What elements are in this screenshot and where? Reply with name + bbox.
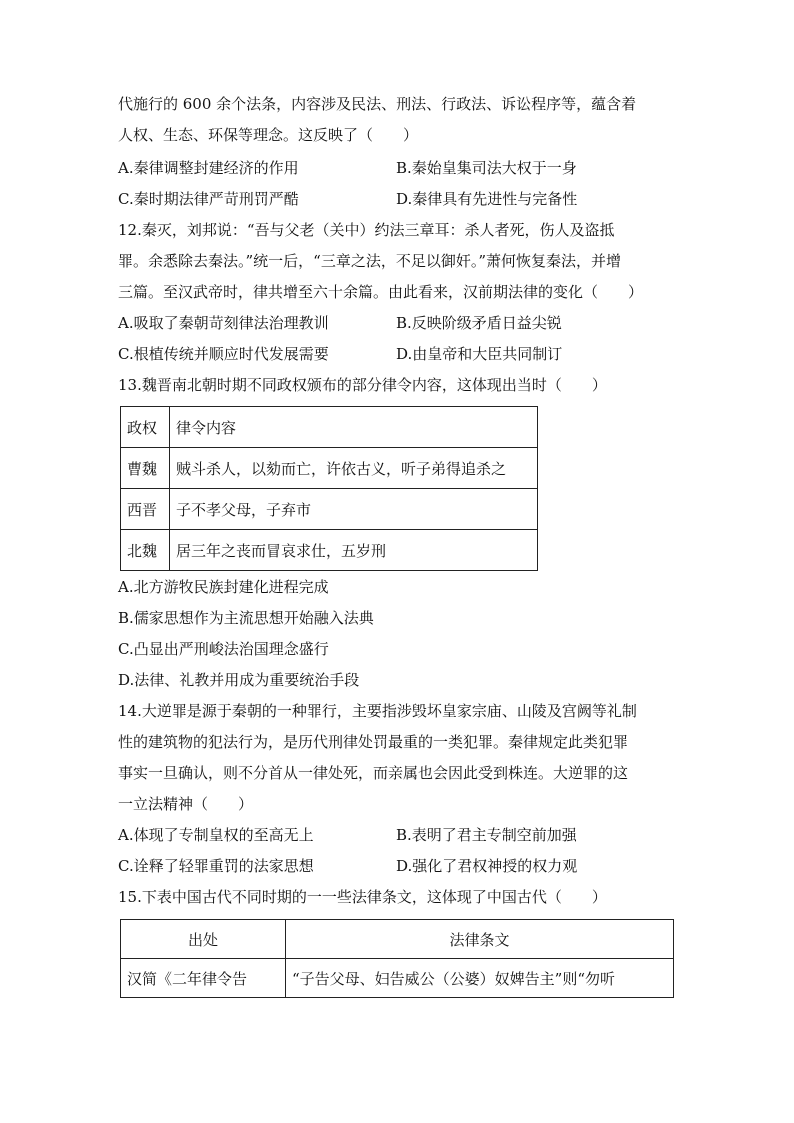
table-header-cell: 出处 <box>121 920 286 959</box>
table-cell: 北魏 <box>121 530 170 571</box>
table-row <box>121 959 674 998</box>
q12-option-c: C.根植传统并顺应时代发展需要 <box>118 345 329 363</box>
q11-text-line-2: 人权、生态、环保等理念。这反映了（ ） <box>118 126 419 144</box>
table-cell: 贼斗杀人，以劾而亡，许依古义，听子弟得追杀之 <box>170 448 538 489</box>
q12-option-a: A.吸取了秦朝苛刻律法治理教训 <box>118 314 329 332</box>
q11-option-d: D.秦律具有先进性与完备性 <box>396 190 578 208</box>
q12-option-b: B.反映阶级矛盾日益尖锐 <box>396 314 562 332</box>
q14-text-line-4: 一立法精神（ ） <box>118 795 254 813</box>
table-row <box>121 489 538 530</box>
q14-option-a: A.体现了专制皇权的至高无上 <box>118 826 314 844</box>
q13-option-a: A.北方游牧民族封建化进程完成 <box>118 578 329 596</box>
table-header-cell: 法律条文 <box>286 920 674 959</box>
q13-table <box>120 406 538 571</box>
q14-option-d: D.强化了君权神授的权力观 <box>396 857 578 875</box>
table-row <box>121 407 538 448</box>
q11-option-a: A.秦律调整封建经济的作用 <box>118 159 299 177</box>
table-row <box>121 530 538 571</box>
table-cell: 曹魏 <box>121 448 170 489</box>
table-cell: 西晋 <box>121 489 170 530</box>
q14-text-line-3: 事实一旦确认，则不分首从一律处死，而亲属也会因此受到株连。大逆罪的这 <box>118 764 629 782</box>
q12-text-line-2: 罪。余悉除去秦法。”统一后，“三章之法，不足以御奸。”萧何恢复秦法，并增 <box>118 252 622 270</box>
q12-text-line-1: 12.秦灭，刘邦说：“吾与父老（关中）约法三章耳：杀人者死，伤人及盗抵 <box>118 221 615 239</box>
q11-option-c: C.秦时期法律严苛刑罚严酷 <box>118 190 299 208</box>
q11-option-b: B.秦始皇集司法大权于一身 <box>396 159 577 177</box>
q13-text-line-1: 13.魏晋南北朝时期不同政权颁布的部分律令内容，这体现出当时（ ） <box>118 376 607 394</box>
q12-option-d: D.由皇帝和大臣共同制订 <box>396 345 563 363</box>
table-header-cell: 律令内容 <box>170 407 538 448</box>
q14-text-line-1: 14.大逆罪是源于秦朝的一种罪行，主要指涉毁坏皇家宗庙、山陵及宫阙等礼制 <box>118 702 637 720</box>
q11-text-line-1: 代施行的 600 余个法条，内容涉及民法、刑法、行政法、诉讼程序等，蕴含着 <box>118 95 637 113</box>
q13-option-d: D.法律、礼教并用成为重要统治手段 <box>118 671 360 689</box>
q14-text-line-2: 性的建筑物的犯法行为，是历代刑律处罚最重的一类犯罪。秦律规定此类犯罪 <box>118 733 629 751</box>
q12-text-line-3: 三篇。至汉武帝时，律共增至六十余篇。由此看来，汉前期法律的变化（ ） <box>118 283 644 301</box>
table-cell: “子告父母、妇告威公（公婆）奴婢告主”则“勿听 <box>286 959 674 998</box>
q14-option-b: B.表明了君主专制空前加强 <box>396 826 577 844</box>
table-row <box>121 920 674 959</box>
table-cell: 子不孝父母，子弃市 <box>170 489 538 530</box>
table-row <box>121 448 538 489</box>
q13-option-b: B.儒家思想作为主流思想开始融入法典 <box>118 609 374 627</box>
q14-option-c: C.诠释了轻罪重罚的法家思想 <box>118 857 314 875</box>
q15-table <box>120 919 674 998</box>
table-header-cell: 政权 <box>121 407 170 448</box>
q15-text-line-1: 15.下表中国古代不同时期的一一些法律条文，这体现了中国古代（ ） <box>118 888 607 906</box>
q13-option-c: C.凸显出严刑峻法治国理念盛行 <box>118 640 329 658</box>
table-cell: 汉简《二年律令告 <box>121 959 286 998</box>
table-cell: 居三年之丧而冒哀求仕，五岁刑 <box>170 530 538 571</box>
